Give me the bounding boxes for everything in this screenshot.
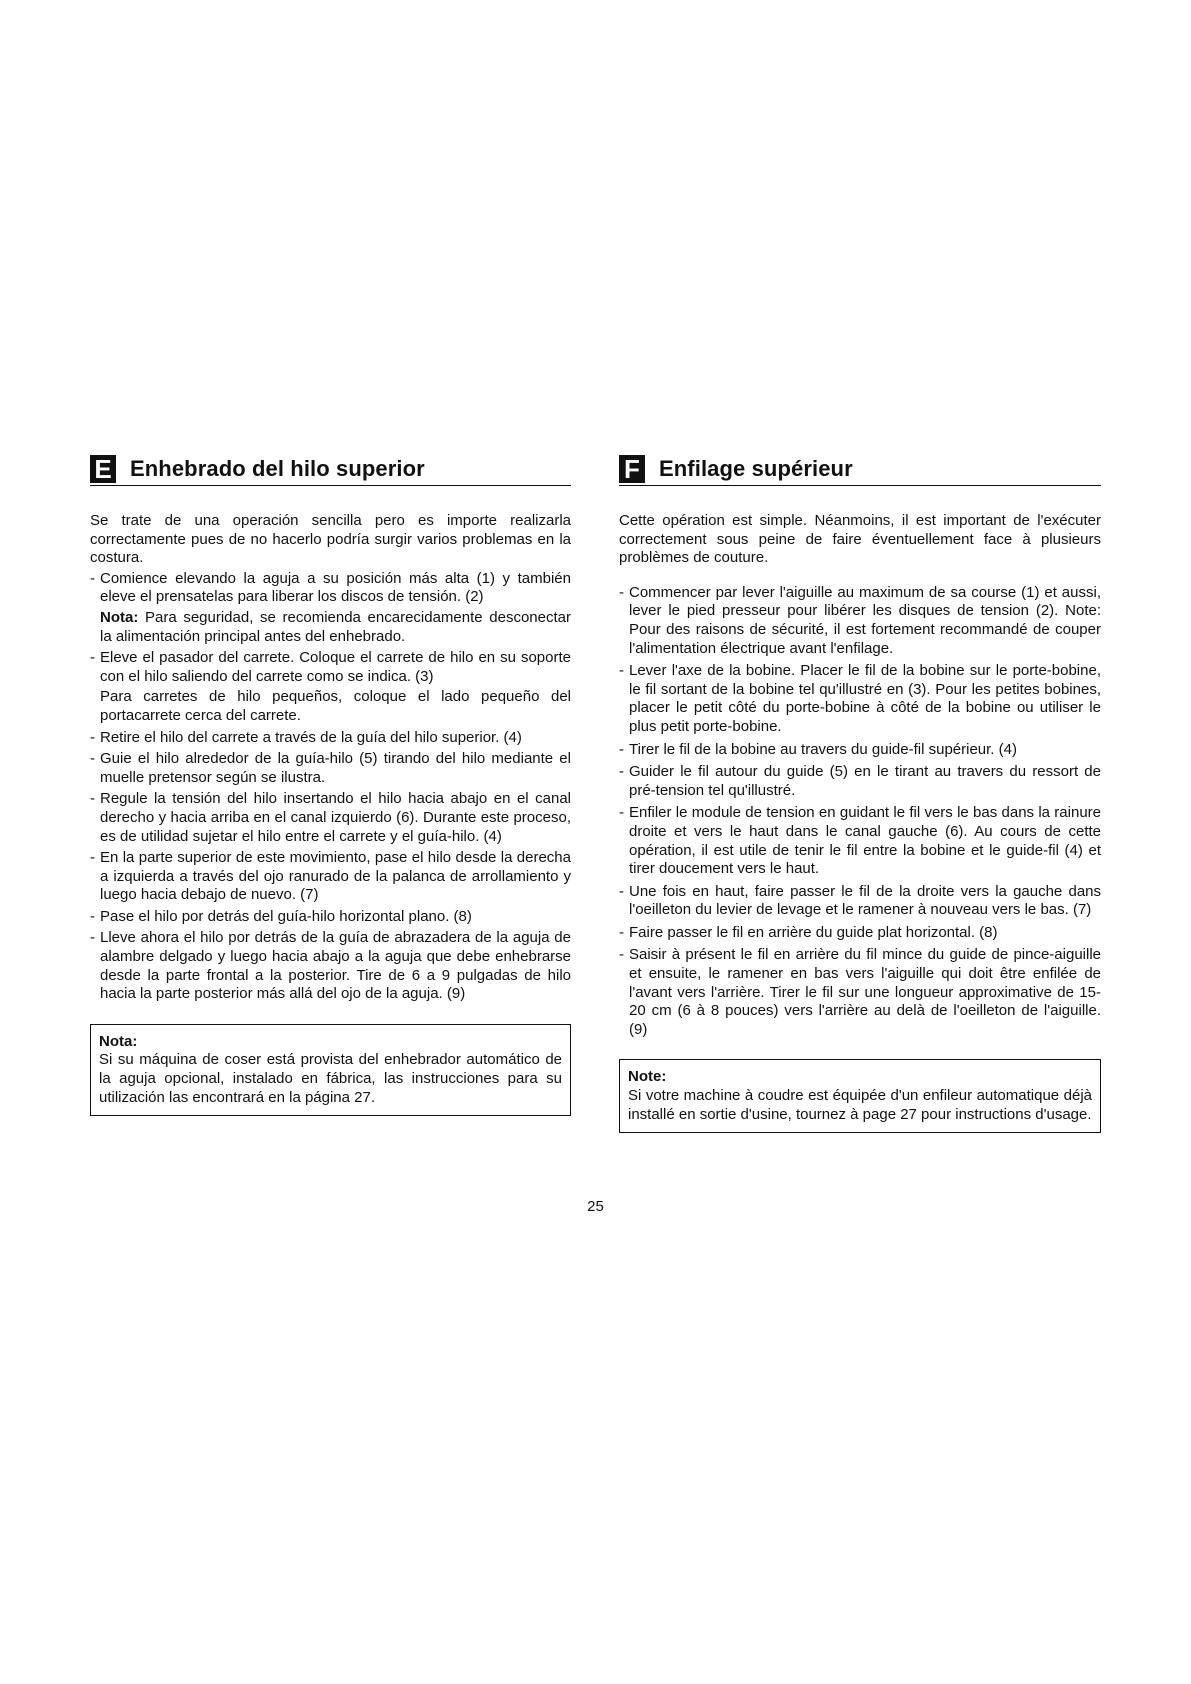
list-dash: - (619, 583, 624, 601)
step-text: Lever l'axe de la bobine. Placer le fil de la bobine sur le porte-bobine, le fil sortant de la bobine tel qu'illustré en (3). Pour les petites bobines, placer le petit côté du porte-bobine à côté de la bobine ou utiliser le plus petit porte-bobine. (629, 662, 1101, 735)
step-text: Regule la tensión del hilo insertando el hilo hacia abajo en el canal derecho y hacia arriba en el canal izquierdo (6). Durante este proceso, es de utilidad sujetar el hilo entre el carrete y el guía-hilo. (4) (100, 790, 571, 845)
list-item (619, 763, 1101, 800)
note-text: Si su máquina de coser está provista del enhebrador automático de la aguja opcional, instalado en fábrica, las instrucciones para su utilización las encontrará en la página 27. (99, 1051, 562, 1106)
list-dash: - (90, 569, 95, 587)
section-title-spanish: Enhebrado del hilo superior (130, 456, 425, 481)
list-item (619, 741, 1101, 760)
intro-paragraph-french: Cette opération est simple. Néanmoins, il est important de l'exécuter correctement sous peine de faire éventuellement face à plusieurs problèmes de couture. (619, 512, 1101, 567)
step-text: Lleve ahora el hilo por detrás de la guía de abrazadera de la aguja de alambre delgado y luego hacia abajo a la aguja que debe enhebrarse desde la parte frontal a la posterior. Tire de 6 a 9 pulgadas de hilo hacia la parte posterior más allá del ojo de la aguja. (9) (100, 929, 571, 1003)
step-text: Tirer le fil de la bobine au travers du guide-fil supérieur. (4) (629, 740, 1017, 758)
step-text: En la parte superior de este movimiento, pase el hilo desde la derecha a izquierda a través del ojo ranurado de la palanca de arrollamiento y luego hacia debajo de nuevo. (7) (100, 849, 571, 904)
note-title: Nota: (99, 1032, 138, 1050)
section-title-french: Enfilage supérieur (659, 456, 853, 481)
list-dash: - (90, 929, 95, 947)
list-item (90, 849, 571, 905)
list-dash: - (90, 649, 95, 667)
note-box-french (619, 1059, 1101, 1133)
french-section-header (619, 455, 1101, 486)
list-dash: - (619, 763, 624, 781)
list-dash: - (619, 804, 624, 822)
language-badge-f: F (619, 455, 645, 483)
list-item (90, 790, 571, 846)
list-dash: - (619, 882, 624, 900)
step-text: Commencer par lever l'aiguille au maximum de sa course (1) et aussi, lever le pied presseur pour libérer les disques de tension (2). Note: Pour des raisons de sécurité, il est fortement recommandé de couper l'alimentation électrique avant l'enfilage. (629, 583, 1101, 657)
list-item (619, 804, 1101, 878)
page-number: 25 (587, 1198, 604, 1215)
list-dash: - (90, 790, 95, 808)
list-item (90, 929, 571, 1003)
step-text: Saisir à présent le fil en arrière du fil mince du guide de pince-aiguille et ensuite, le ramener en bas vers l'aiguille qui doit être enfilée de l'avant vers l'arrière. Tirer le fil sur une longueur approximative de 15-20 cm (6 à 8 pouces) vers l'arrière au delà de l'oeilleton de l'aiguille. (9) (629, 946, 1101, 1038)
list-dash: - (619, 946, 624, 964)
list-dash: - (90, 750, 95, 768)
step-text: Retire el hilo del carrete a través de la guía del hilo superior. (4) (100, 728, 522, 746)
step-text: Guie el hilo alrededor de la guía-hilo (5) tirando del hilo mediante el muelle pretensor según se ilustra. (100, 750, 571, 786)
safety-note (100, 609, 571, 646)
list-item (619, 924, 1101, 943)
spanish-section-header (90, 455, 571, 486)
list-dash: - (619, 662, 624, 680)
note-label: Nota: (100, 608, 139, 626)
intro-paragraph-spanish: Se trate de una operación sencilla pero es importe realizarla correctamente pues de no hacerlo podría surgir varios problemas en la costura. (90, 512, 571, 567)
step-text: Guider le fil autour du guide (5) en le tirant au travers du ressort de pré-tension tel qu'illustré. (629, 763, 1101, 799)
list-item (90, 750, 571, 787)
list-item (619, 883, 1101, 920)
steps-list-spanish (90, 570, 571, 1004)
list-dash: - (90, 849, 95, 867)
list-item (90, 649, 571, 725)
step-text: Eleve el pasador del carrete. Coloque el carrete de hilo en su soporte con el hilo saliendo del carrete como se indica. (3) (100, 649, 571, 685)
note-text: Si votre machine à coudre est équipée d'un enfileur automatique déjà installé en sortie d'usine, tournez à page 27 pour instructions d'usage. (628, 1087, 1092, 1123)
note-box-spanish (90, 1024, 571, 1116)
note-text: Para seguridad, se recomienda encarecidamente desconectar la alimentación principal antes del enhebrado. (100, 608, 571, 645)
step-text: Comience elevando la aguja a su posición más alta (1) y también eleve el prensatelas para liberar los discos de tensión. (2) (100, 569, 571, 606)
list-item (619, 662, 1101, 736)
list-item (619, 946, 1101, 1039)
list-dash: - (619, 923, 624, 941)
step-extra-text: Para carretes de hilo pequeños, coloque el lado pequeño del portacarrete cerca del carrete. (100, 688, 571, 724)
list-item (619, 584, 1101, 658)
step-text: Pase el hilo por detrás del guía-hilo horizontal plano. (8) (100, 907, 472, 925)
list-item (90, 729, 571, 748)
step-text: Enfiler le module de tension en guidant le fil vers le bas dans la rainure droite et vers le haut dans le canal gauche (6). Au cours de cette opération, il est utile de tenir le fil entre la bobine et le guide-fil (4) et tirer doucement vers le haut. (629, 804, 1101, 878)
list-dash: - (619, 740, 624, 758)
steps-list-french (619, 584, 1101, 1040)
list-item (90, 908, 571, 927)
spanish-section (90, 455, 571, 1116)
note-title: Note: (628, 1068, 667, 1086)
list-dash: - (90, 907, 95, 925)
list-dash: - (90, 728, 95, 746)
list-item (90, 570, 571, 646)
french-section (619, 455, 1101, 1133)
step-text: Faire passer le fil en arrière du guide plat horizontal. (8) (629, 923, 998, 941)
step-text: Une fois en haut, faire passer le fil de la droite vers la gauche dans l'oeilleton du levier de levage et le ramener à nouveau vers le bas. (7) (629, 882, 1101, 919)
language-badge-e: E (90, 455, 116, 483)
